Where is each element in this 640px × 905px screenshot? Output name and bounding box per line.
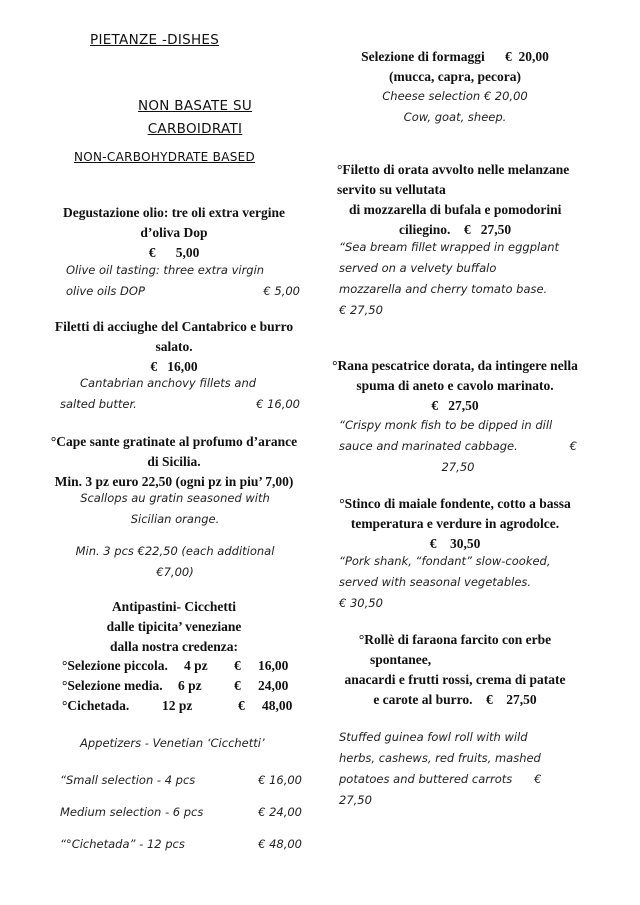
dish-en-line: salted butter. xyxy=(60,397,137,411)
dish-en-line: Stuffed guinea fowl roll with wild xyxy=(339,730,528,744)
dish-capesante-min xyxy=(40,541,310,583)
section-heading-line: CARBOIDRATI xyxy=(147,121,243,137)
dish-name-line: (mucca, capra, pecora) xyxy=(389,69,521,84)
cicchetti-heading-line: Antipastini- Cicchetti xyxy=(111,599,237,614)
dish-olio-name xyxy=(40,203,308,263)
dish-en-price: € 5,00 xyxy=(263,284,300,298)
cicchetti-currency: € xyxy=(234,658,241,673)
cicchetti-row xyxy=(62,656,302,676)
cicchetti-en-row xyxy=(60,828,302,860)
dish-orata-en xyxy=(339,237,589,321)
cicchetti-en-price: € 24,00 xyxy=(258,805,302,819)
dish-en-line: Cheese selection € 20,00 xyxy=(382,89,528,103)
dish-name-line: Selezione di formaggi € 20,00 xyxy=(361,49,549,64)
dish-en-line: Min. 3 pcs €22,50 (each additional xyxy=(75,544,275,558)
cicchetti-qty: 4 pz xyxy=(184,658,208,673)
dish-acciughe-en xyxy=(60,373,300,415)
section-heading-en: NON-CARBOHYDRATE BASED xyxy=(74,150,256,164)
cicchetti-currency: € xyxy=(234,678,241,693)
cicchetti-currency: € xyxy=(238,698,245,713)
cicchetti-row xyxy=(62,676,302,696)
dish-en-line: “Sea bream fillet wrapped in eggplant xyxy=(339,240,560,254)
dish-stinco-en xyxy=(339,551,589,614)
dish-rana-en xyxy=(339,415,577,478)
dish-faraona-en xyxy=(339,727,589,811)
dish-name-line: °Cape sante gratinate al profumo d’arance xyxy=(50,434,298,449)
cicchetti-qty: 12 pz xyxy=(162,698,193,713)
dish-formaggi-name xyxy=(330,47,580,87)
dish-en-line: served with seasonal vegetables. xyxy=(339,575,532,589)
cicchetti-row xyxy=(62,696,302,716)
dish-en-line: Cantabrian anchovy fillets and xyxy=(80,376,257,390)
cicchetti-en-price: € 16,00 xyxy=(258,773,302,787)
cicchetti-en-heading: Appetizers - Venetian ‘Cicchetti’ xyxy=(80,736,265,750)
cicchetti-en-row xyxy=(60,764,302,796)
dish-name-line: di mozzarella di bufala e pomodorini xyxy=(349,202,562,217)
dish-en-line: mozzarella and cherry tomato base. xyxy=(339,282,548,296)
section-heading-it xyxy=(90,95,300,141)
cicchetti-en-label: “Small selection - 4 pcs xyxy=(60,773,196,787)
dish-en-line: Cow, goat, sheep. xyxy=(403,110,507,124)
dish-olio-en xyxy=(66,260,300,302)
cicchetti-en-row xyxy=(60,796,302,828)
cicchetti-price: 16,00 xyxy=(258,658,289,673)
dish-faraona-name xyxy=(330,630,580,710)
dish-name-line: di Sicilia. xyxy=(147,454,201,469)
dish-en-price: 27,50 xyxy=(441,460,475,474)
dish-en-line: “Crispy monk fish to be dipped in dill xyxy=(339,418,553,432)
dish-price: € 27,50 xyxy=(431,398,479,413)
dish-formaggi-en xyxy=(330,86,580,128)
dish-name-line: °Stinco di maiale fondente, cotto a bassa xyxy=(339,496,571,511)
cicchetti-heading-line: dalla nostra credenza: xyxy=(110,639,238,654)
dish-en-line: herbs, cashews, red fruits, mashed xyxy=(339,751,541,765)
dish-en-price: € 16,00 xyxy=(256,397,300,411)
cicchetti-label: °Selezione piccola. xyxy=(62,658,168,673)
dish-stinco-name xyxy=(330,494,580,554)
dish-rana-name xyxy=(330,356,580,416)
dish-en-price: € 27,50 xyxy=(339,303,383,317)
dish-capesante-name xyxy=(40,432,308,492)
cicchetti-en-label: Medium selection - 6 pcs xyxy=(60,805,204,819)
dish-price: € 5,00 xyxy=(148,245,200,260)
cicchetti-en-list xyxy=(60,764,302,860)
cicchetti-heading-line: dalle tipicita’ veneziane xyxy=(106,619,242,634)
dish-capesante-en xyxy=(40,488,310,530)
dish-en-price: € 30,50 xyxy=(339,596,383,610)
dish-en-line: potatoes and buttered carrots € xyxy=(339,772,542,786)
dish-en-currency: € xyxy=(569,439,577,453)
dish-name-line: °Filetto di orata avvolto nelle melanzane xyxy=(337,162,570,177)
dish-name-line: d’oliva Dop xyxy=(140,225,208,240)
dish-name-line: Degustazione olio: tre oli extra vergine xyxy=(62,205,286,220)
dish-name-line: temperatura e verdure in agrodolce. xyxy=(350,516,560,531)
section-heading-line: NON BASATE SU xyxy=(137,98,253,114)
dish-name-line: spuma di aneto e cavolo marinato. xyxy=(356,378,554,393)
dish-name-line: Min. 3 pz euro 22,50 (ogni pz in piu’ 7,00) xyxy=(54,474,294,489)
dish-name-line: servito su vellutata xyxy=(337,182,446,197)
dish-name-line: anacardi e frutti rossi, crema di patate xyxy=(344,672,566,687)
cicchetti-price: 48,00 xyxy=(262,698,293,713)
dish-price: € 30,50 xyxy=(429,536,481,551)
dish-orata-name xyxy=(337,160,587,240)
cicchetti-en-label: “°Cichetada” - 12 pcs xyxy=(60,837,185,851)
dish-acciughe-name xyxy=(40,317,308,377)
dish-en-line: served on a velvety buffalo xyxy=(339,261,497,275)
cicchetti-qty: 6 pz xyxy=(178,678,202,693)
dish-en-line: sauce and marinated cabbage. xyxy=(339,439,518,453)
dish-name-line: ciliegino. € 27,50 xyxy=(399,222,512,237)
page-title: PIETANZE -DISHES xyxy=(90,32,220,48)
dish-name-line: salato. xyxy=(155,339,193,354)
dish-name-line: °Rana pescatrice dorata, da intingere nella xyxy=(332,358,578,373)
dish-en-line: olive oils DOP xyxy=(66,284,145,298)
dish-name-line: spontanee, xyxy=(370,652,432,667)
dish-en-line: Scallops au gratin seasoned with xyxy=(80,491,270,505)
cicchetti-en-price: € 48,00 xyxy=(258,837,302,851)
cicchetti-price: 24,00 xyxy=(258,678,289,693)
dish-name-line: °Rollè di faraona farcito con erbe xyxy=(358,632,552,647)
dish-en-line: €7,00) xyxy=(156,565,194,579)
dish-price: € 16,00 xyxy=(150,359,198,374)
cicchetti-heading xyxy=(40,597,308,657)
cicchetti-list xyxy=(62,656,302,716)
cicchetti-label: °Cichetada. xyxy=(62,698,130,713)
dish-name-line: Filetti di acciughe del Cantabrico e burro xyxy=(54,319,294,334)
dish-en-line: Olive oil tasting: three extra virgin xyxy=(66,263,265,277)
dish-en-price: 27,50 xyxy=(339,793,372,807)
dish-en-line: Sicilian orange. xyxy=(130,512,220,526)
cicchetti-label: °Selezione media. xyxy=(62,678,163,693)
dish-name-line: e carote al burro. € 27,50 xyxy=(373,692,537,707)
dish-en-line: “Pork shank, “fondant” slow-cooked, xyxy=(339,554,551,568)
